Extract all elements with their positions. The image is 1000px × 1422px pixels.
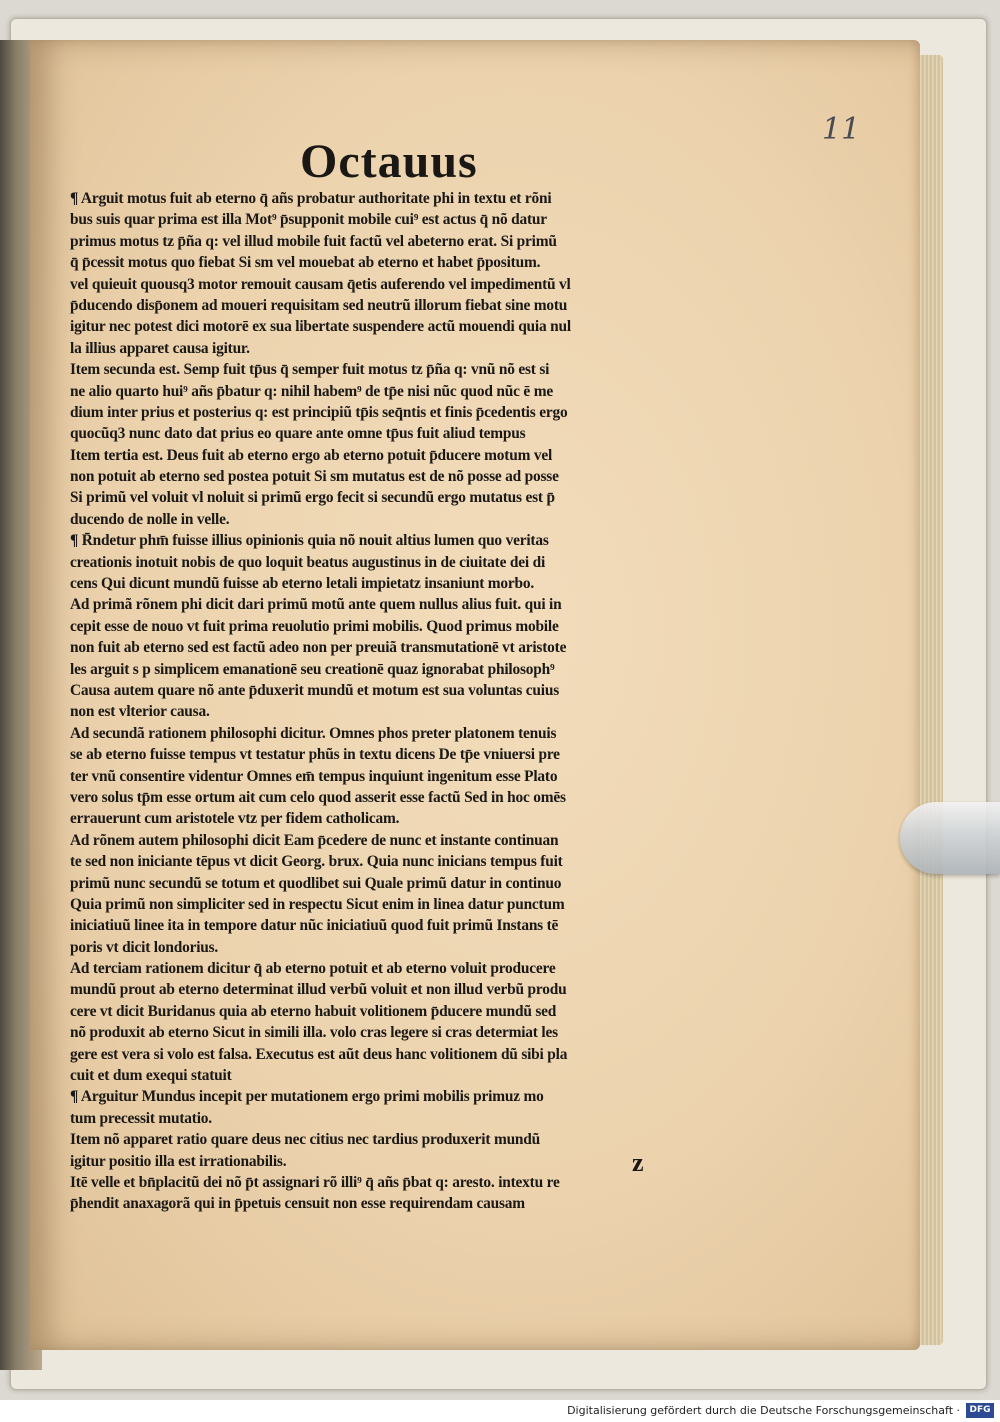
text-line: p̄ducendo disp̄onem ad moueri requisitam sed neutrũ illorum fiebat sine motu xyxy=(70,296,568,314)
text-line: ¶ R̄ndetur phm̄ fuisse illius opinionis quia nõ nouit altius lumen quo veritas xyxy=(70,532,549,550)
text-line: cens Qui dicunt mundũ fuisse ab eterno letali impietatz insaniunt morbo. xyxy=(70,575,535,593)
text-line: Causa autem quare nõ ante p̄duxerit mundũ et motum est sua voluntas cuius xyxy=(70,681,559,699)
text-line: Si primũ vel voluit vl noluit si primũ ergo fecit si secundũ ergo mutatus est p̄ xyxy=(70,489,555,507)
text-line: Item nõ apparet ratio quare deus nec citius nec tardius produxerit mundũ xyxy=(70,1131,541,1149)
text-line: iniciatiuũ linee ita in tempore datur nũc iniciatiuũ quod fuit primũ Instans tē xyxy=(70,917,559,935)
text-line: ne alio quarto hui⁹ añs p̄batur q: nihil habem⁹ de tp̄e nisi nũc quod nũc ē me xyxy=(70,382,553,400)
text-line: Ad secundã rationem philosophi dicitur. Omnes phos preter platonem tenuis xyxy=(70,724,557,742)
page-clip xyxy=(900,802,1000,874)
text-line: quocũq3 nunc dato dat prius eo quare ante omne tp̄us fuit aliud tempus xyxy=(70,425,526,443)
text-line: ter vnũ consentire videntur Omnes em̄ tempus inquiunt ingenitum esse Plato xyxy=(70,767,558,785)
text-line: ¶ Arguitur Mundus incepit per mutationem ergo primi mobilis primuz mo xyxy=(70,1088,544,1106)
text-line: Itē velle et bn̄placitũ dei nõ p̄t assignari rõ illi⁹ q̄ añs p̄bat q: aresto. intextu re xyxy=(70,1173,560,1191)
text-line: mundũ prout ab eterno determinat illud verbũ voluit et non illud verbũ produ xyxy=(70,981,567,999)
text-line: cepit esse de nouo vt fuit prima reuolutio primi mobilis. Quod primus mobile xyxy=(70,617,559,635)
text-line: creationis inotuit nobis de quo loquit beatus augustinus in de ciuitate dei di xyxy=(70,553,546,571)
folio-number: 11 xyxy=(822,112,861,147)
text-line: Ad rõnem autem philosophi dicit Eam p̄cedere de nunc et instante continuan xyxy=(70,831,559,849)
page-title: Octauus xyxy=(300,135,478,188)
text-line: non est vlterior causa. xyxy=(70,703,210,721)
text-line: p̄hendit anaxagorã qui in p̄petuis censuit non esse requirendam causam xyxy=(70,1195,525,1213)
text-line: gere est vera si volo est falsa. Executus est aũt deus hanc volitionem dũ sibi pla xyxy=(70,1045,568,1063)
dfg-logo: DFG xyxy=(966,1403,994,1418)
body-text xyxy=(70,188,720,1215)
text-line: q̄ p̄cessit motus quo fiebat Si sm vel mouebat ab eterno et habet p̄positum. xyxy=(70,254,541,272)
signature-mark: z xyxy=(632,1148,644,1177)
text-line: vero solus tp̄m esse ortum ait cum celo quod asserit esse factũ Sed in hoc omēs xyxy=(70,788,566,806)
text-line: poris vt dicit londorius. xyxy=(70,938,219,956)
text-line: vel quieuit quousq3 motor remouit causam q̄etis auferendo vel impedimentũ vl xyxy=(70,275,571,293)
text-line: ¶ Arguit motus fuit ab eterno q̄ añs probatur authoritate phi in textu et rõni xyxy=(70,190,552,207)
text-line: primus motus tz p̄ña q: vel illud mobile fuit factũ vel abeterno erat. Si primũ xyxy=(70,232,557,250)
text-line: Ad primã rõnem phi dicit dari primũ motũ ante quem nullus alius fuit. qui in xyxy=(70,596,562,614)
text-line: Quia primũ non simpliciter sed in respectu Sicut enim in linea datur punctum xyxy=(70,895,565,913)
text-line: primũ nunc secundũ se totum et quodlibet sui Quale primũ datur in continuo xyxy=(70,874,562,892)
text-line: se ab eterno fuisse tempus vt testatur phũs in textu dicens De tp̄e vniuersi pre xyxy=(70,746,560,764)
text-line: nõ produxit ab eterno Sicut in simili illa. volo cras legere si cras determiat les xyxy=(70,1024,558,1042)
footer-credit: Digitalisierung gefördert durch die Deutsche Forschungsgemeinschaft · xyxy=(567,1404,960,1417)
text-line: Item tertia est. Deus fuit ab eterno ergo ab eterno potuit p̄ducere motum vel xyxy=(70,446,553,464)
text-line: tum precessit mutatio. xyxy=(70,1109,212,1127)
text-line: cere vt dicit Buridanus quia ab eterno habuit volitionem p̄ducere mundũ sed xyxy=(70,1002,557,1020)
text-line: errauerunt cum aristotele vtz per fidem catholicam. xyxy=(70,810,400,828)
text-line: bus suis quar prima est illa Mot⁹ p̄supponit mobile cui⁹ est actus q̄ nõ datur xyxy=(70,211,547,229)
text-line: la illius apparet causa igitur. xyxy=(70,339,250,357)
text-line: non potuit ab eterno sed postea potuit Si sm mutatus est de nõ posse ad posse xyxy=(70,468,559,486)
text-line: Ad terciam rationem dicitur q̄ ab eterno potuit et ab eterno voluit producere xyxy=(70,960,556,978)
text-line: non fuit ab eterno sed est factũ adeo non per preuiã transmutationē vt aristote xyxy=(70,639,567,657)
text-line: te sed non iniciante tēpus vt dicit Georg. brux. Quia nunc inicians tempus fuit xyxy=(70,853,563,871)
text-line: dium inter prius et posterius q: est principiũ tp̄is seq̄ntis et finis p̄cedentis ergo xyxy=(70,403,568,421)
text-line: igitur positio illa est irrationabilis. xyxy=(70,1152,287,1170)
text-line: cuit et dum exequi statuit xyxy=(70,1067,232,1085)
footer-bar xyxy=(0,1400,1000,1422)
text-line: les arguit s p simplicem emanationē seu creationē quaz ignorabat philosoph⁹ xyxy=(70,660,555,678)
text-line: igitur nec potest dici motorē ex sua libertate suspendere actũ mouendi quia nul xyxy=(70,318,571,336)
text-line: Item secunda est. Semp fuit tp̄us q̄ semper fuit motus tz p̄ña q: vnũ nõ est si xyxy=(70,361,550,379)
text-line: ducendo de nolle in velle. xyxy=(70,510,230,528)
